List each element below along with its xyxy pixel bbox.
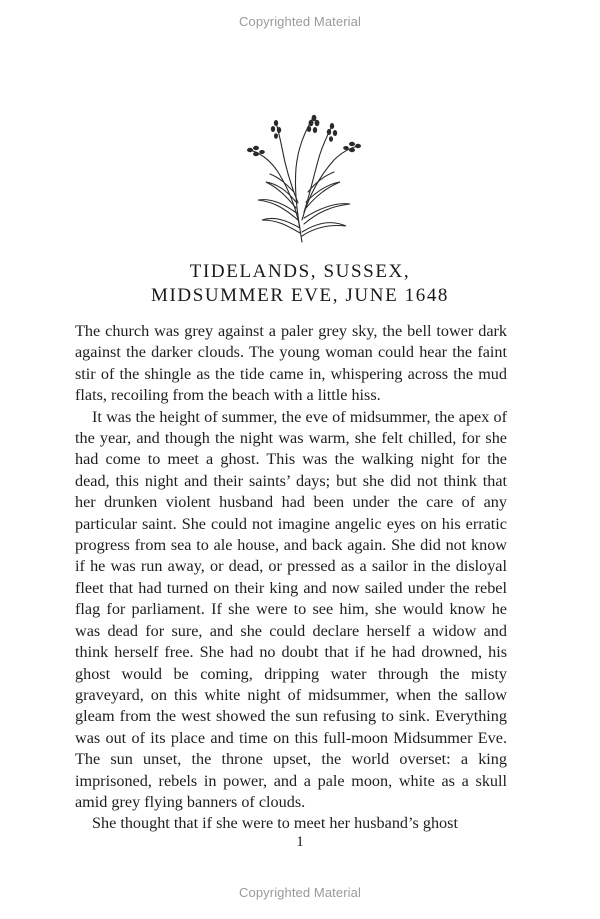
page-number: 1 [296, 834, 304, 850]
copyright-watermark-top: Copyrighted Material [239, 14, 361, 29]
chapter-heading-line-1: TIDELANDS, SUSSEX, [189, 261, 411, 282]
lavender-sprig-icon [238, 108, 368, 248]
paragraph: She thought that if she were to meet her husband’s ghost [92, 814, 458, 833]
body-text [75, 321, 507, 835]
chapter-heading-line-2: MIDSUMMER EVE, JUNE 1648 [150, 285, 450, 306]
paragraph: The church was grey against a paler grey sky, the bell tower dark against the darker clouds. The young woman could hear the faint stir of the shingle as the tide came in, whispering across the mud flats, recoiling from the beach with a little hiss. [75, 322, 507, 405]
copyright-watermark-bottom: Copyrighted Material [239, 885, 361, 900]
paragraph: It was the height of summer, the eve of midsummer, the apex of the year, and though the night was warm, she felt chilled, for she had come to meet a ghost. This was the walking night for the dead, this night and their saints’ days; but she did not think that her drunken violent husband had been under the care of any particular saint. She could not imagine angelic eyes on his erratic progress from sea to ale house, and back again. She did not know if he was run away, or dead, or pressed as a sailor in the disloyal fleet that had turned on their king and now sailed under the rebel flag for parliament. If she were to see him, she would know he was dead for sure, and she could declare herself a widow and think herself free. She had no doubt that if he had drowned, his ghost would be coming, dripping water through the misty graveyard, on this white night of midsummer, when the sallow gleam from the west showed the sun refusing to sink. Everything was out of its place and time on this full-moon Midsummer Eve. The sun unset, the throne upset, the world overset: a king imprisoned, rebels in power, and a pale moon, white as a skull amid grey flying banners of clouds. [75, 407, 507, 811]
